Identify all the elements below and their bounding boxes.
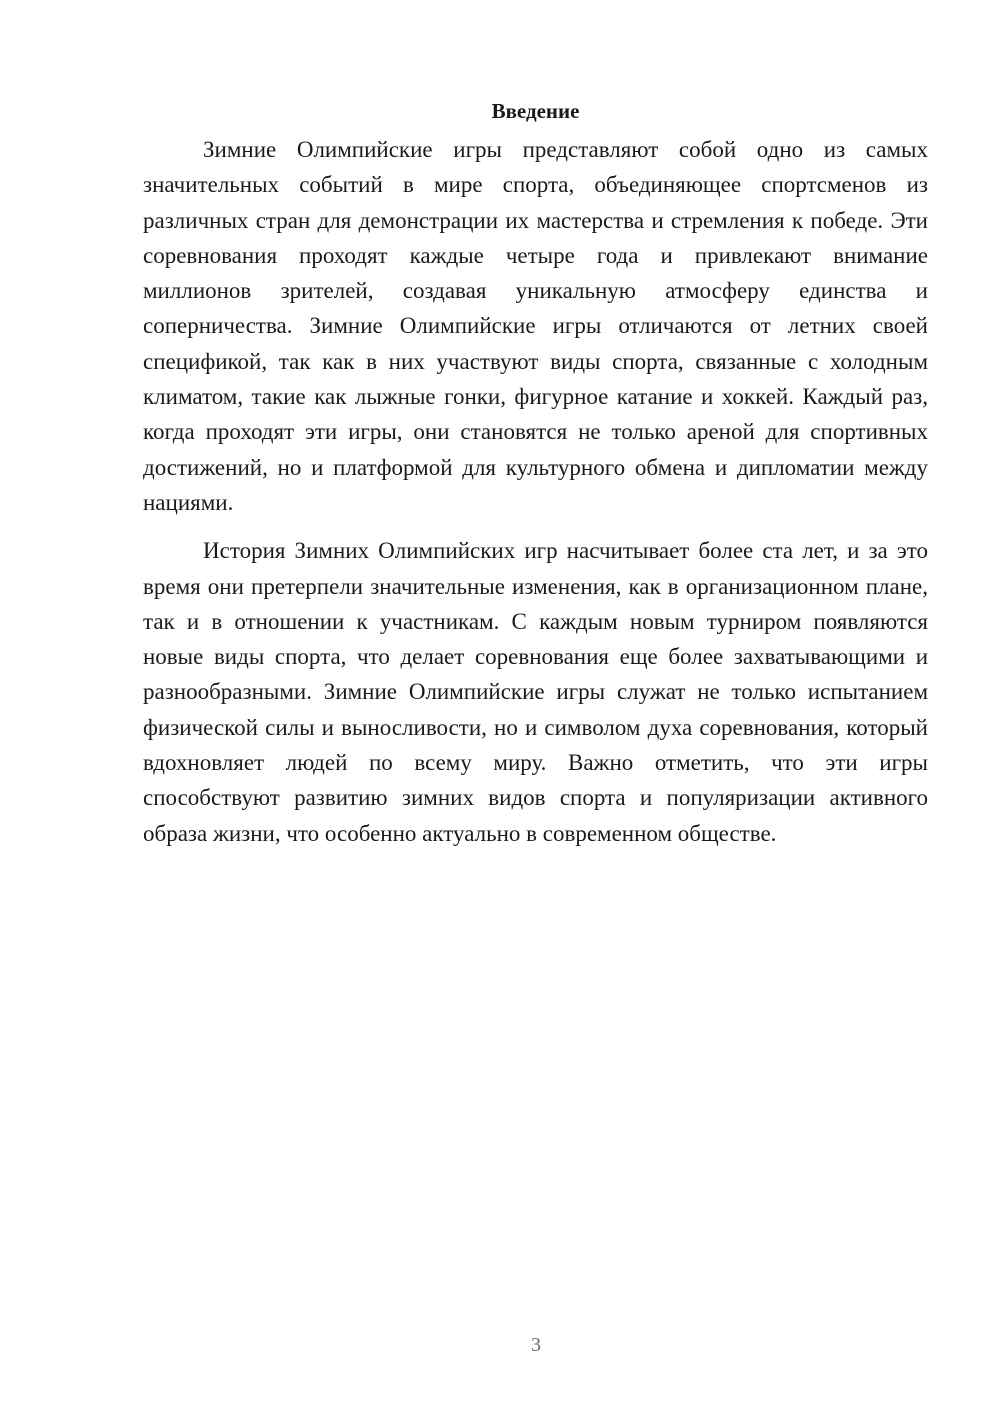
page-number: 3 — [531, 1334, 541, 1356]
page-content — [143, 96, 928, 851]
paragraph-history: История Зимних Олимпийских игр насчитывает более ста лет, и за это время они претерпели значительные изменения, как в организационном плане, так и в отношении к участникам. С каждым новым турниром появляются новые виды спорта, что делает соревнования еще более захватывающими и разнообразными. Зимние Олимпийские игры служат не только испытанием физической силы и выносливости, но и символом духа соревнования, который вдохновляет людей по всему миру. Важно отметить, что эти игры способствуют развитию зимних видов спорта и популяризации активного образа жизни, что особенно актуально в современном обществе. — [143, 538, 928, 846]
page-title: Введение — [491, 99, 580, 123]
paragraph-intro: Зимние Олимпийские игры представляют собой одно из самых значительных событий в мире спорта, объединяющее спортсменов из различных стран для демонстрации их мастерства и стремления к победе. Эти соревнования проходят каждые четыре года и привлекают внимание миллионов зрителей, создавая уникальную атмосферу единства и соперничества. Зимние Олимпийские игры отличаются от летних своей спецификой, так как в них участвуют виды спорта, связанные с холодным климатом, такие как лыжные гонки, фигурное катание и хоккей. Каждый раз, когда проходят эти игры, они становятся не только ареной для спортивных достижений, но и платформой для культурного обмена и дипломатии между нациями. — [143, 137, 928, 515]
